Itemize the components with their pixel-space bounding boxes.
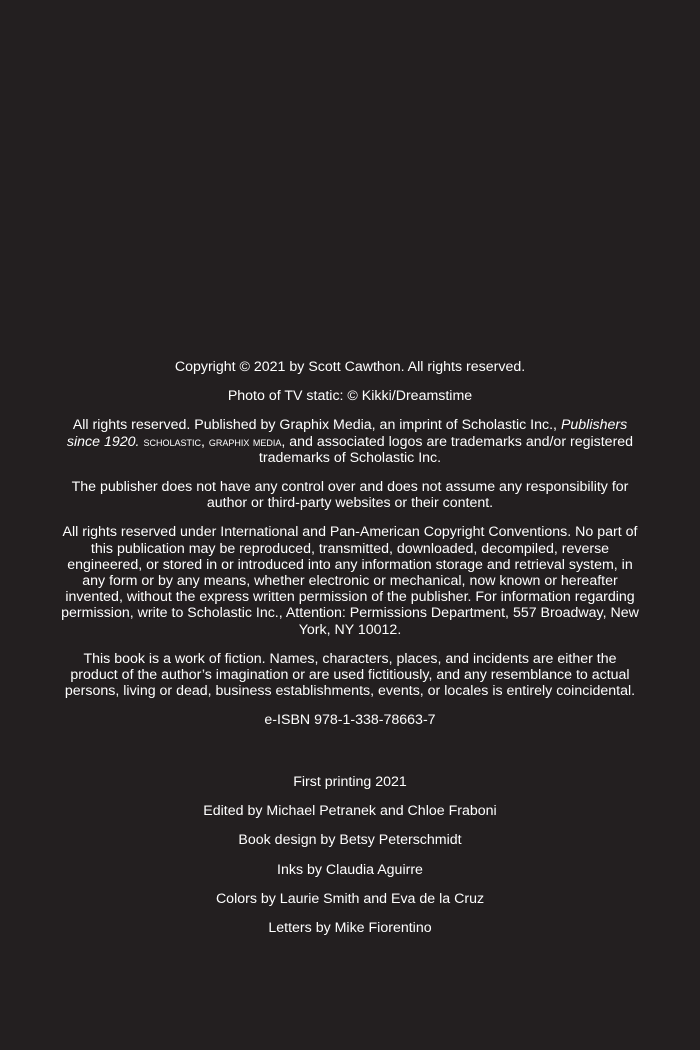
colors-by: Colors by Laurie Smith and Eva de la Cruz — [215, 890, 485, 907]
edited-by: Edited by Michael Petranek and Chloe Fraboni — [203, 803, 497, 820]
publisher-notice: All rights reserved. Published by Graphix Media, an imprint of Scholastic Inc., Publishers since 1920. scholastic, graphix media, and associated logos are trademarks and/or registered trademarks of Scholastic Inc. — [66, 417, 634, 466]
third-party-notice: The publisher does not have any control over and does not assume any responsibility for author or third-party websites or their content. — [71, 479, 629, 512]
inks-by: Inks by Claudia Aguirre — [277, 861, 423, 878]
publishers-since-italic: Publishers since 1920. — [66, 417, 628, 450]
fiction-notice: This book is a work of fiction. Names, characters, places, and incidents are either the product of the author’s imagination or are used fictitiously, and any resemblance to actual persons, living or dead, business establishments, events, or locales is entirely coincidental. — [64, 650, 636, 700]
letters-by: Letters by Mike Fiorentino — [268, 920, 432, 937]
photo-credit: Photo of TV static: © Kikki/Dreamstime — [227, 388, 473, 405]
credits-block — [58, 774, 642, 949]
isbn: e-ISBN 978-1-338-78663-7 — [264, 712, 436, 729]
conventions-notice: All rights reserved under International and Pan-American Copyright Conventions. No part of this publication may be reproduced, transmitted, downloaded, decompiled, reverse engineered, or stored in or introduced into any information storage and retrieval system, in any form or by any means, whether electronic or mechanical, now known or hereafter invented, without the express written permission of the publisher. For information regarding permission, write to Scholastic Inc., Attention: Permissions Department, 557 Broadway, New York, NY 10012. — [61, 524, 639, 638]
printing-line: First printing 2021 — [293, 774, 407, 790]
scholastic-trademark: scholastic — [143, 434, 201, 449]
graphix-media-trademark: graphix media — [208, 434, 282, 449]
copyright-block — [58, 359, 642, 742]
book-design-by: Book design by Betsy Peterschmidt — [238, 832, 462, 849]
publisher-notice-lead: All rights reserved. Published by Graphix Media, an imprint of Scholastic Inc., — [72, 417, 561, 434]
publisher-notice-tail: , and associated logos are trademarks and/or registered trademarks of Scholastic Inc. — [258, 433, 634, 466]
copyright-line: Copyright © 2021 by Scott Cawthon. All rights reserved. — [174, 359, 526, 375]
